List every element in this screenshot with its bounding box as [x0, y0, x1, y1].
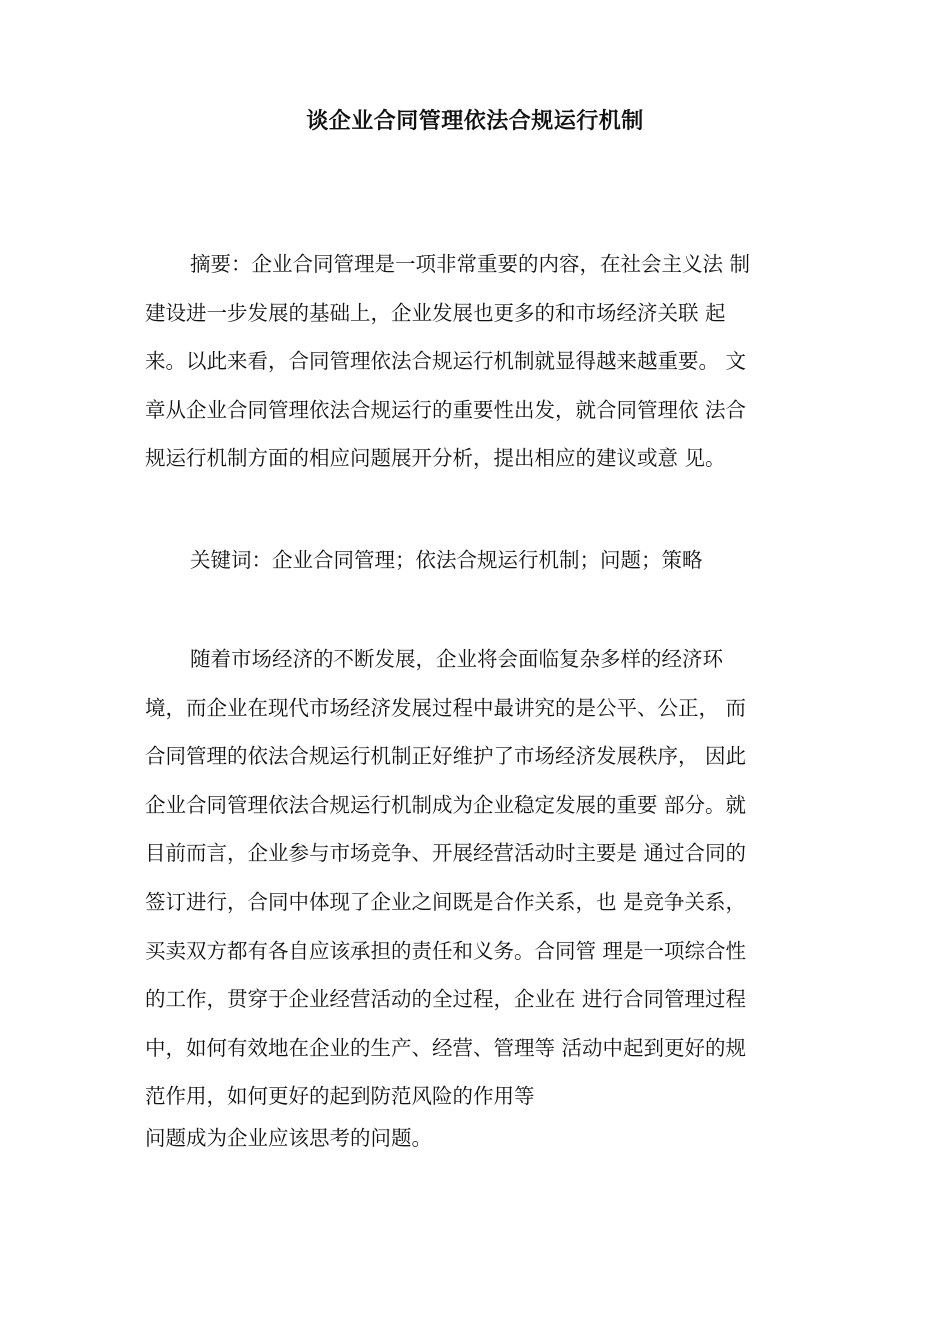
body-line: 的工作，贯穿于企业经营活动的全过程，企业在 进行合同管理过程: [145, 987, 747, 1012]
document-title: 谈企业合同管理依法合规运行机制: [306, 109, 644, 134]
keywords-paragraph: [145, 546, 819, 595]
body-line: 签订进行，合同中体现了企业之间既是合作关系，也 是竞争关系，: [145, 889, 747, 914]
body-line: 随着市场经济的不断发展，企业将会面临复杂多样的经济环: [190, 647, 723, 671]
body-line: 合同管理的依法合规运行机制正好维护了市场经济发展秩序， 因此: [145, 744, 747, 769]
abstract-line: 摘要：企业合同管理是一项非常重要的内容，在社会主义法 制: [190, 252, 751, 276]
abstract-line: 来。以此来看，合同管理依法合规运行机制就显得越来越重要。 文: [145, 349, 747, 374]
body-line: 境，而企业在现代市场经济发展过程中最讲究的是公平、公正， 而: [145, 695, 747, 720]
abstract-paragraph: [145, 250, 819, 493]
abstract-line: 规运行机制方面的相应问题展开分析，提出相应的建议或意 见。: [145, 446, 726, 471]
body-line: 目前而言，企业参与市场竞争、开展经营活动时主要是 通过合同的: [145, 841, 747, 866]
body-line: 范作用，如何更好的起到防范风险的作用等: [145, 1084, 535, 1109]
body-tail-line: 问题成为企业应该思考的问题。: [145, 1126, 432, 1150]
body-line: 中，如何有效地在企业的生产、经营、管理等 活动中起到更好的规: [145, 1035, 747, 1060]
body-line: 企业合同管理依法合规运行机制成为企业稳定发展的重要 部分。就: [145, 792, 747, 817]
body-paragraph: [145, 645, 819, 1131]
abstract-line: 建设进一步发展的基础上，企业发展也更多的和市场经济关联 起: [145, 300, 726, 325]
body-line: 买卖双方都有各自应该承担的责任和义务。合同管 理是一项综合性: [145, 938, 747, 963]
keywords-line: 关键词：企业合同管理；依法合规运行机制；问题；策略: [190, 548, 703, 572]
abstract-line: 章从企业合同管理依法合规运行的重要性出发，就合同管理依 法合: [145, 397, 747, 422]
